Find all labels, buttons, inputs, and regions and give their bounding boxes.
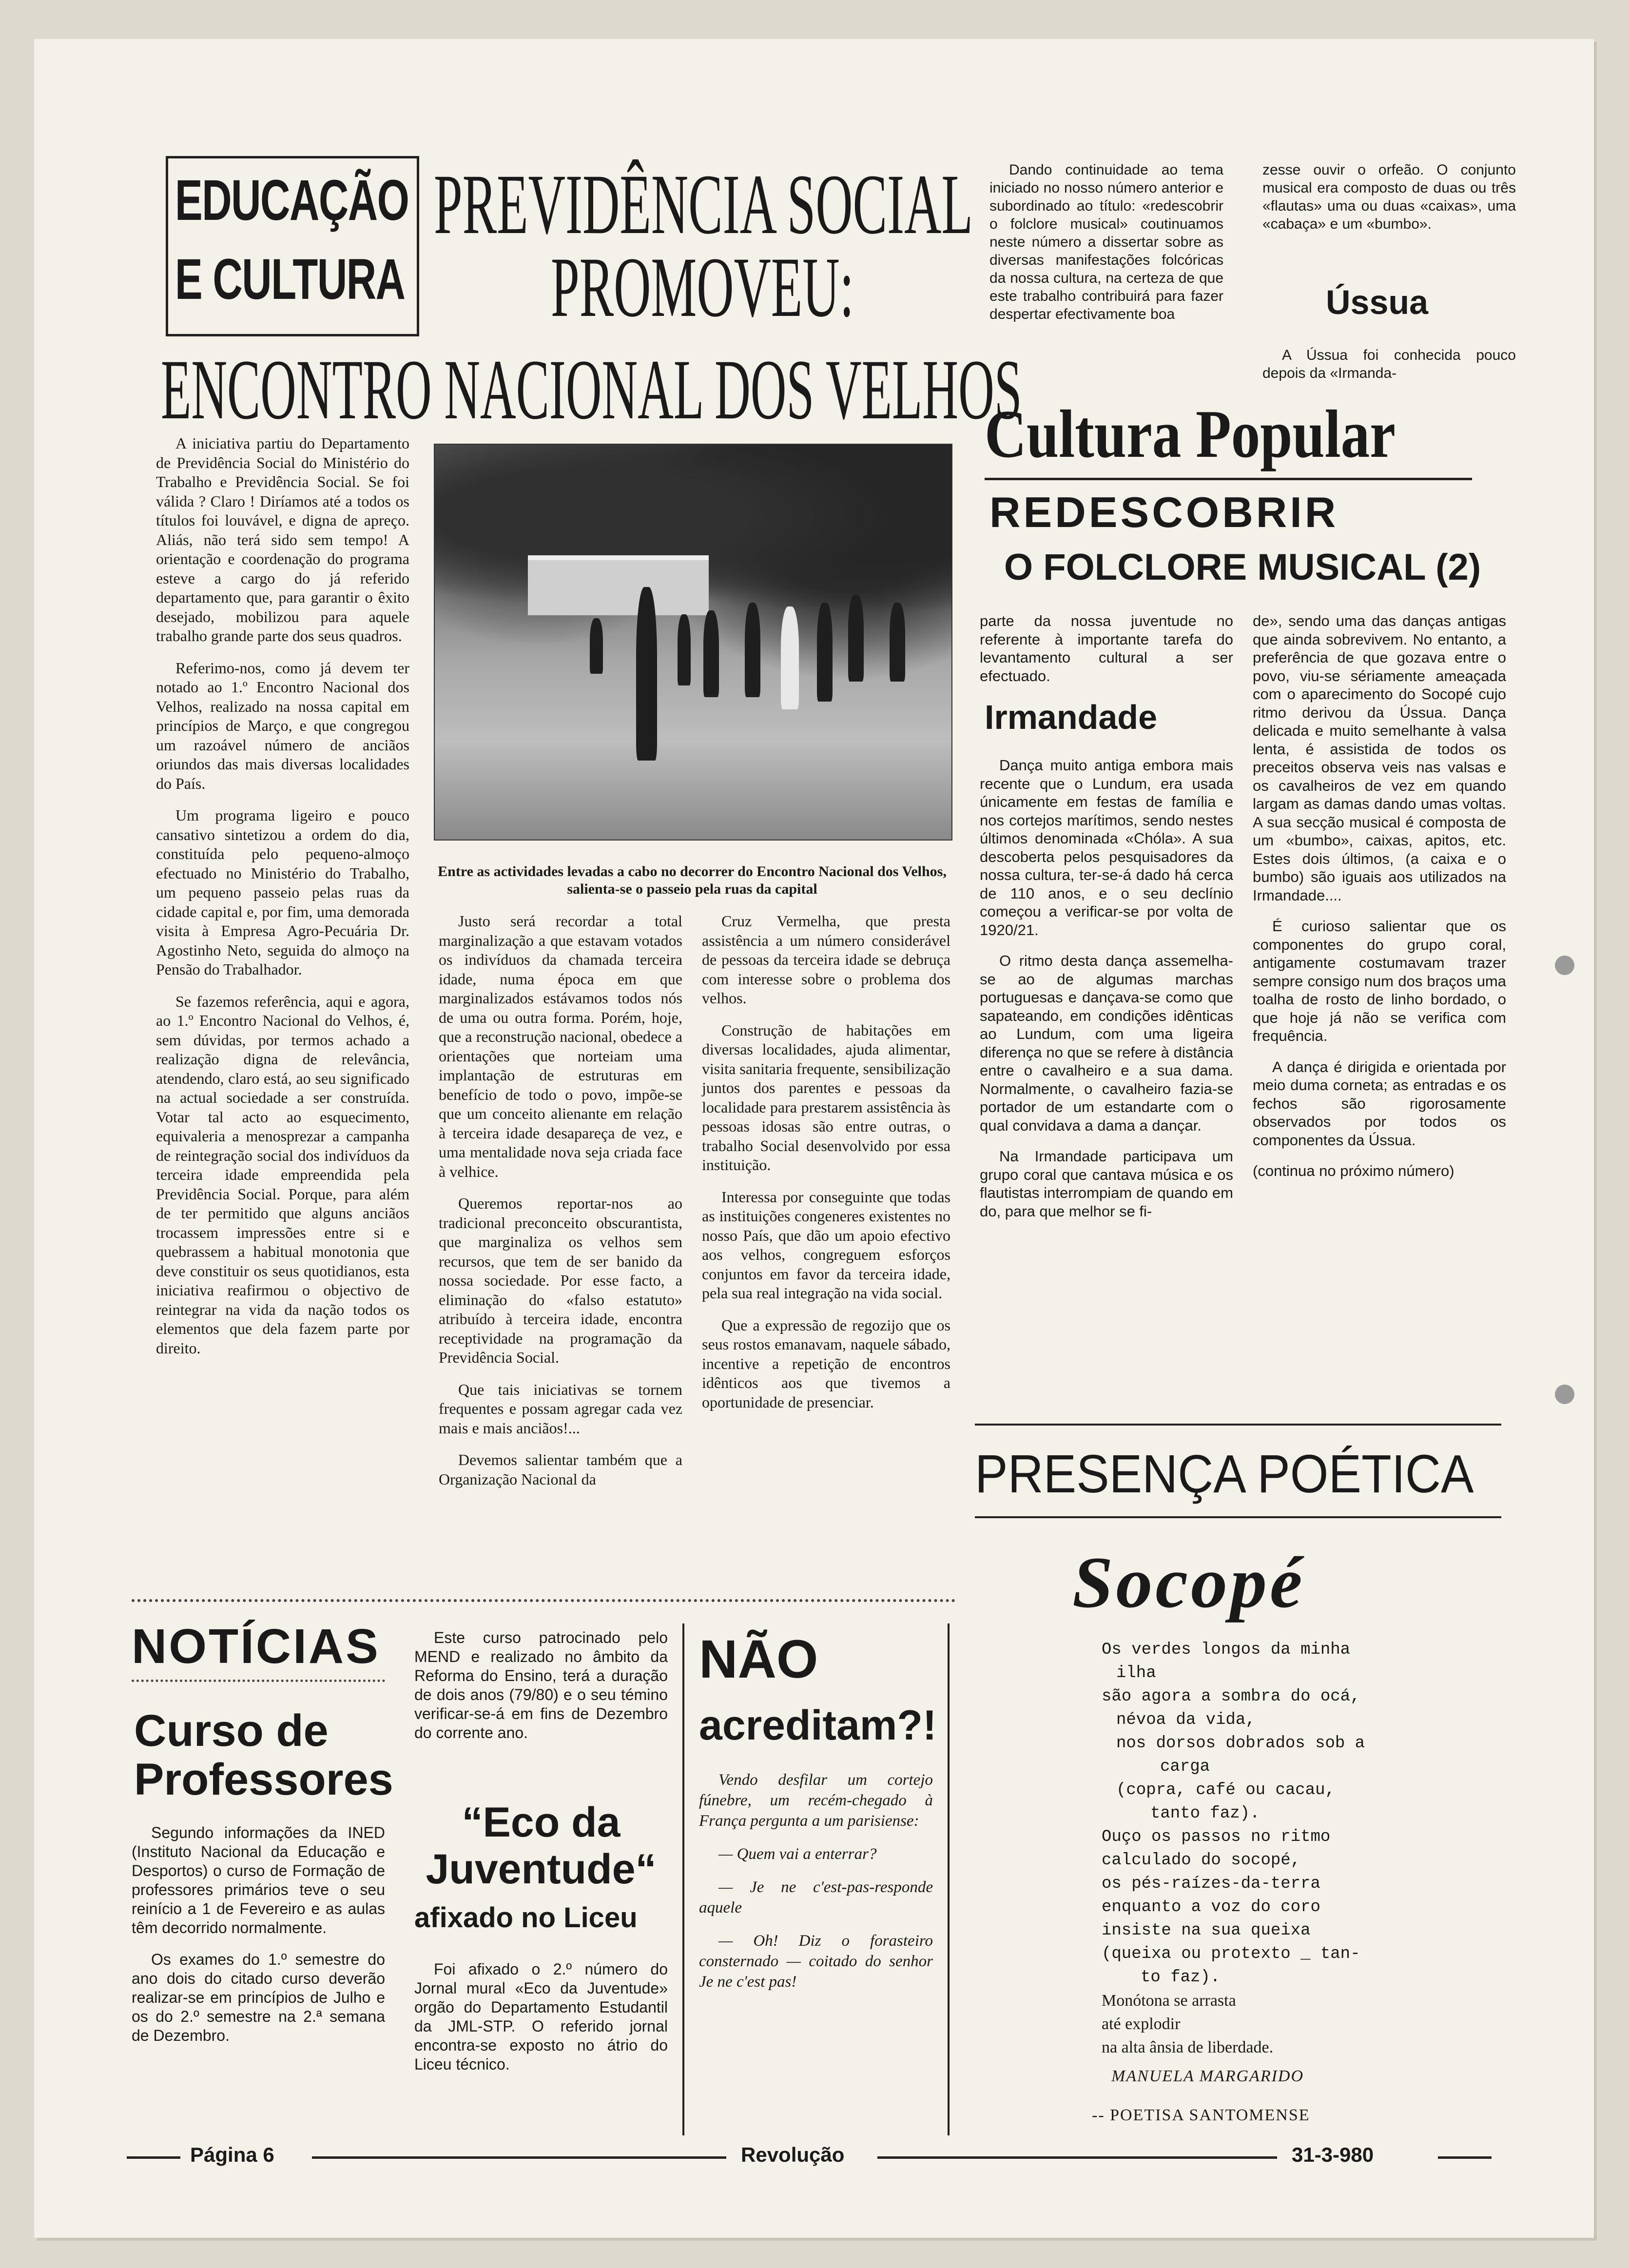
poem-line: carga: [1160, 1758, 1210, 1776]
folklore-intro-column-1: Dando continuidade ao tema iniciado no nosso número anterior e subordinado ao título: «redescobrir o folclore musical» coutinuamos neste número a dissertar sobre as diversas manifestações folcóricas da nossa cultura, na certeza de que este trabalho contribuirá para fazer despertar efectivamente boa: [989, 162, 1223, 322]
paragraph: Na Irmandade participava um grupo coral que cantava música e os flautistas interrompiam de quando em do, para que melhor se fi-: [980, 1148, 1233, 1220]
poem-line: os pés-raízes-da-terra: [1102, 1875, 1320, 1893]
poem-line: Os verdes longos da minha: [1102, 1641, 1351, 1659]
paragraph: parte da nossa juventude no referente à importante tarefa do levantamento cultural a ser efectuado.: [980, 612, 1233, 684]
poetry-heading-underline: [975, 1516, 1501, 1518]
nao-title: NÃO: [699, 1629, 818, 1689]
section-divider: [132, 1599, 955, 1602]
noticias-underline: [132, 1680, 385, 1682]
folklore-intro-column-2: zesse ouvir o orfeão. O conjunto musical era composto de duas ou três «flautas» uma ou duas «caixas», uma «cabaça» e um «bumbo».: [1262, 162, 1516, 232]
poem-line: até explodir: [1102, 2015, 1181, 2033]
poem-line: insiste na sua queixa: [1102, 1921, 1311, 1940]
poem-line: tanto faz).: [1150, 1804, 1260, 1823]
folklore-title-line1: REDESCOBRIR: [989, 488, 1339, 536]
noticias-heading: NOTÍCIAS: [132, 1619, 380, 1674]
nao-acreditam-box: [682, 1623, 950, 2135]
poem-line: to faz).: [1141, 1968, 1221, 1987]
footer-publication: Revolução: [741, 2143, 845, 2166]
curso-title: Curso de Professores: [134, 1706, 393, 1804]
footer-rule-mid-right: [877, 2156, 1277, 2159]
paragraph: Segundo informações da INED (Instituto Nacional da Educação e Desportos) o curso de Formação de professores primários teve o seu reinício a 1 de Fevereiro e as aulas têm decorrido normalmente.: [132, 1824, 385, 1936]
paragraph: Cruz Vermelha, que presta assistência a um número considerável de pessoas da terceira idade se debruça com interesse sobre o problema dos velhos.: [702, 912, 950, 1007]
main-article-column-1: [156, 434, 409, 1370]
photo-caption: Entre as actividades levadas a cabo no decorrer do Encontro Nacional dos Velhos, salienta-se o passeio pela ruas da capital: [438, 863, 947, 897]
paragraph: Referimo-nos, como já devem ter notado ao 1.º Encontro Nacional dos Velhos, realizado na nossa capital em princípios de Março, e que congregou um razoável número de anciãos oriundos das mais diversas localidades do País.: [156, 659, 409, 792]
poem-line: Ouço os passos no ritmo: [1102, 1828, 1331, 1846]
poem-line: calculado do socopé,: [1102, 1851, 1301, 1870]
poem-line: (queixa ou protexto _ tan-: [1102, 1945, 1360, 1963]
nao-joke-text: [699, 1770, 933, 2005]
eco-title: “Eco da Juventude“: [426, 1799, 657, 1893]
cultura-popular-banner: Cultura Popular: [985, 396, 1396, 472]
binder-hole: [1555, 956, 1574, 975]
ussua-heading: Ússua: [1326, 283, 1429, 321]
section-label-line2: E CULTURA: [175, 247, 405, 312]
poem-body: [1102, 1638, 1443, 2059]
poem-line: Monótona se arrasta: [1102, 1992, 1236, 2010]
acreditam-title: acreditam?!: [699, 1702, 937, 1749]
poetry-top-rule: [975, 1424, 1501, 1426]
paragraph: — Quem vai a enterrar?: [718, 1845, 877, 1863]
poem-author-note: -- POETISA SANTOMENSE: [1092, 2106, 1310, 2124]
folklore-column-2: [1253, 612, 1506, 1193]
paragraph: Justo será recordar a total marginalização a que estavam votados os indivíduos da chamada terceira idade, numa época em que marginalizados estávamos todos nós de uma ou outra forma. Porém, hoje, que a reconstrução nacional, obedece a orientações que norteiam uma implantação de estruturas em benefício de todo o povo, impõe-se que um conceito alienante em relação à terceira idade desapareça de vez, e uma mentalidade nova seja criada face à velhice.: [439, 912, 682, 1180]
binder-hole: [1555, 1385, 1574, 1404]
paragraph: Construção de habitações em diversas localidades, ajuda alimentar, visita sanitaria frequente, sensibilização juntos dos parentes e pessoas da localidade para prestarem assistência às pessoas idosas são entre outras, o trabalho Social desenvolvido por essa instituição.: [702, 1021, 951, 1173]
main-headline-line3: ENCONTRO NACIONAL DOS VELHOS: [161, 342, 1022, 437]
poem-line: (copra, café ou cacau,: [1116, 1781, 1335, 1799]
poetry-section-heading: PRESENÇA POÉTICA: [975, 1444, 1474, 1504]
poem-line: névoa da vida,: [1116, 1711, 1256, 1729]
main-headline-line1: PREVIDÊNCIA SOCIAL: [434, 157, 973, 252]
poem-author: MANUELA MARGARIDO: [1111, 2067, 1304, 2085]
curso-text-continued: Este curso patrocinado pelo MEND e realizado no âmbito da Reforma do Ensino, terá a duração de dois anos (79/80) e o seu témino verificar-se-á em fins de Dezembro do corrente ano.: [414, 1629, 668, 1741]
paragraph: Vendo desfilar um cortejo fúnebre, um recém-chegado à França pergunta a um parisiense:: [699, 1771, 933, 1830]
folklore-column-1: [980, 612, 1233, 1233]
paragraph: Dança muito antiga embora mais recente que o Lundum, era usada únicamente em festas de família e nos cortejos marítimos, sendo nestes últimos denominada «Chóla». A sua descoberta pelos pesquisadores da nossa cultura, ter-se-á dado há cerca de 110 anos, e o seu declínio começou a verificar-se por volta de 1920/21.: [980, 757, 1233, 938]
paragraph: É curioso salientar que os componentes do grupo coral, antigamente costumavam trazer sempre consigo num dos braços uma toalha de rosto de linho bordado, o que hoje já não se verifica com frequência.: [1253, 918, 1506, 1044]
article-photo: [434, 444, 952, 841]
main-headline-line2: PROMOVEU:: [551, 240, 854, 335]
footer-rule-left: [127, 2156, 180, 2159]
paragraph: Se fazemos referência, aqui e agora, ao 1.º Encontro Nacional do Velhos, é, sem dúvidas, por termos achado a realização digna de relevância, atendendo, claro está, ao seu significado na actual sociedade a ser construída. Votar tal acto ao esquecimento, equivaleria a menosprezar a campanha de reintegração social dos indivíduos da terceira idade empreendida pela Previdência Social. Porque, para além de ter permitido que alguns anciãos trocassem impressões entre si e quebrassem a habitual monotonia que deve constituir os seus quotidianos, esta iniciativa reafirmou o objectivo de reintegrar na vida da nação todos os elementos que dela fazem parte por direito.: [156, 992, 409, 1357]
paragraph: Que tais iniciativas se tornem frequentes e possam agregar cada vez mais e mais anciãos!...: [439, 1380, 682, 1437]
poem-line: ilha: [1116, 1664, 1156, 1682]
paragraph: O ritmo desta dança assemelha-se ao de algumas marchas portuguesas e dançava-se como que sapateando, em condições idênticas ao Lundum, com uma ligeira diferença no que se refere à distância entre o cavalheiro e a sua dama. Normalmente, o cavalheiro fazia-se portador de um estandarte com o qual convidava a dama a dançar.: [980, 952, 1233, 1134]
paragraph: A iniciativa partiu do Departamento de Previdência Social do Ministério do Trabalho e Previdência Social. Se foi válida ? Claro ! Diríamos até a todos os títulos foi louvável, e digna de apreço. Aliás, não terá sido sem tempo! A orientação e coordenação do programa esteve a cargo do já referido departamento que, para garantir o êxito desejado, mobilizou para aquele trabalho grande parte dos seus quadros.: [156, 434, 409, 645]
section-label-line1: EDUCAÇÃO: [175, 168, 409, 233]
main-article-column-2: [439, 912, 682, 1502]
poem-line: na alta ânsia de liberdade.: [1102, 2038, 1274, 2056]
paragraph: de», sendo uma das danças antigas que ainda sobrevivem. No entanto, a preferência de que gozava entre o povo, viu-se sériamente ameaçada com o aparecimento do Socopé cujo ritmo derivou da Ússua. Dança delicada e muito semelhante à valsa lenta, é assistida de todos os preceitos observa veis nas valsas e os cavalheiros de vez em quando largam as damas dando umas voltas. A sua secção musical é composta de um «bumbo», caixas, apitos, etc. Estes dois últimos, (a caixa e o bumbo) são iguais aos utilizados na Irmandade....: [1253, 612, 1506, 904]
folklore-title-line2: O FOLCLORE MUSICAL (2): [1004, 547, 1481, 588]
poem-line: nos dorsos dobrados sob a: [1116, 1734, 1365, 1753]
paragraph: Interessa por conseguinte que todas as instituições congeneres existentes no nosso País, que dão um apoio efectivo aos velhos, congreguem esforços conjuntos em favor da terceira idade, pela sua real integração na vida social.: [702, 1188, 950, 1302]
paragraph: Um programa ligeiro e pouco cansativo sintetizou a ordem do dia, constituída pelo pequeno-almoço efectuado no Ministério do Trabalho, um pequeno passeio pelas ruas da cidade capital e, por fim, uma demorada visita à Empresa Agro-Pecuária Dr. Agostinho Neto, seguida do almoço na Pensão do Trabalhador.: [156, 806, 409, 978]
main-article-column-3: [702, 912, 950, 1425]
footer-rule-right: [1438, 2156, 1492, 2159]
paragraph: Os exames do 1.º semestre do ano dois do citado curso deverão realizar-se em princípios de Julho e os do 2.º semestre na 2.ª semana de Dezembro.: [132, 1951, 385, 2044]
footer-rule-mid-left: [312, 2156, 726, 2159]
irmandade-heading: Irmandade: [985, 698, 1157, 736]
paragraph: Queremos reportar-nos ao tradicional preconceito obscurantista, que marginaliza os velhos sem recursos, que tem de ser banido da nossa sociedade. Por esse facto, a eliminação do «falso estatuto» atribuído à terceira idade, encontra receptividade na programação da Previdência Social.: [439, 1194, 682, 1366]
poem-line: são agora a sombra do ocá,: [1102, 1687, 1360, 1706]
paragraph: (continua no próximo número): [1253, 1162, 1454, 1179]
paragraph: Devemos salientar também que a Organização Nacional da: [439, 1451, 682, 1488]
curso-text: [132, 1823, 385, 2058]
poem-title: Socopé: [1072, 1542, 1305, 1623]
footer-date: 31-3-980: [1292, 2143, 1374, 2166]
paragraph: A dança é dirigida e orientada por meio duma corneta; as entradas e os fechos são rigorosamente observados por todos os componentes da Ússua.: [1253, 1058, 1506, 1149]
poem-line: enquanto a voz do coro: [1102, 1898, 1320, 1916]
paragraph: Que a expressão de regozijo que os seus rostos emanavam, naquele sábado, incentive a repetição de encontros idênticos aos que tivemos a oportunidade de presenciar.: [702, 1316, 950, 1411]
eco-subtitle: afixado no Liceu: [414, 1902, 638, 1934]
banner-underline: [985, 478, 1472, 480]
paragraph: — Oh! Diz o forasteiro consternado — coitado do senhor Je ne c'est pas!: [699, 1932, 933, 1991]
section-label-box: [166, 156, 419, 336]
footer-page-number: Página 6: [190, 2143, 274, 2166]
paragraph: — Je ne c'est-pas-responde aquele: [699, 1878, 933, 1916]
ussua-intro-text: A Ússua foi conhecida pouco depois da «Irmanda-: [1262, 347, 1516, 381]
eco-text: Foi afixado o 2.º número do Jornal mural «Eco da Juventude» orgão do Departamento Estudantil da JML-STP. O referido jornal encontra-se exposto no átrio do Liceu técnico.: [414, 1960, 668, 2073]
